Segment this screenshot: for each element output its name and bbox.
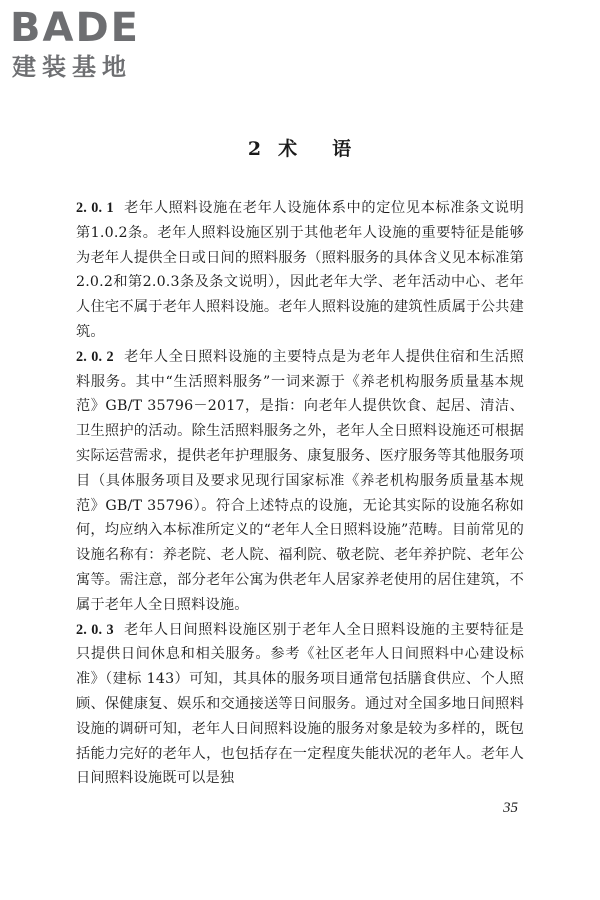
chapter-title-char-1: 术	[278, 138, 299, 160]
clause-paragraph	[76, 345, 524, 618]
clause-paragraph	[76, 196, 524, 345]
logo-wordmark: BADE	[10, 5, 140, 51]
bade-logo	[10, 6, 180, 88]
clause-number: 2. 0. 2	[76, 348, 114, 365]
chapter-title	[0, 134, 600, 161]
clause-text: 老年人照料设施在老年人设施体系中的定位见本标准条文说明第1.0.2条。老年人照料设施区别于其他老年人设施的重要特征是能够为老年人提供全日或日间的照料服务（照料服务的具体含义见本标准第2.0.2和第2.0.3条及条文说明），因此老年大学、老年活动中心、老年人住宅不属于老年人照料设施。老年人照料设施的建筑性质属于公共建筑。	[76, 200, 524, 340]
clause-paragraph	[76, 618, 524, 792]
chapter-title-char-2: 语	[332, 138, 353, 160]
body-text	[76, 196, 524, 791]
clause-number: 2. 0. 1	[76, 200, 114, 216]
page-number: 35	[503, 800, 518, 816]
logo-subtitle: 建装基地	[12, 53, 132, 81]
chapter-number: 2	[247, 138, 263, 160]
clause-number: 2. 0. 3	[76, 621, 114, 638]
clause-text: 老年人全日照料设施的主要特点是为老年人提供住宿和生活照料服务。其中“生活照料服务”一词来源于《养老机构服务质量基本规范》GB/T 35796－2017，是指：向老年人提供饮食、起居、清洁、卫生照护的活动。除生活照料服务之外，老年人全日照料设施还可根据实际运营需求，提供老年护理服务、康复服务、医疗服务等其他服务项目（具体服务项目及要求见现行国家标准《养老机构服务质量基本规范》GB/T 35796）。符合上述特点的设施，无论其实际的设施名称如何，均应纳入本标准所定义的“老年人全日照料设施”范畴。目前常见的设施名称有：养老院、老人院、福利院、敬老院、老年养护院、老年公寓等。需注意，部分老年公寓为供老年人居家养老使用的居住建筑，不属于老年人全日照料设施。	[76, 348, 524, 613]
clause-text: 老年人日间照料设施区别于老年人全日照料设施的主要特征是只提供日间休息和相关服务。参考《社区老年人日间照料中心建设标准》（建标 143）可知，其具体的服务项目通常包括膳食供应、个人照顾、保健康复、娱乐和交通接送等日间服务。通过对全国多地日间照料设施的调研可知，老年人日间照料设施的服务对象是较为多样的，既包括能力完好的老年人，也包括存在一定程度失能状况的老年人。老年人日间照料设施既可以是独	[76, 621, 524, 787]
